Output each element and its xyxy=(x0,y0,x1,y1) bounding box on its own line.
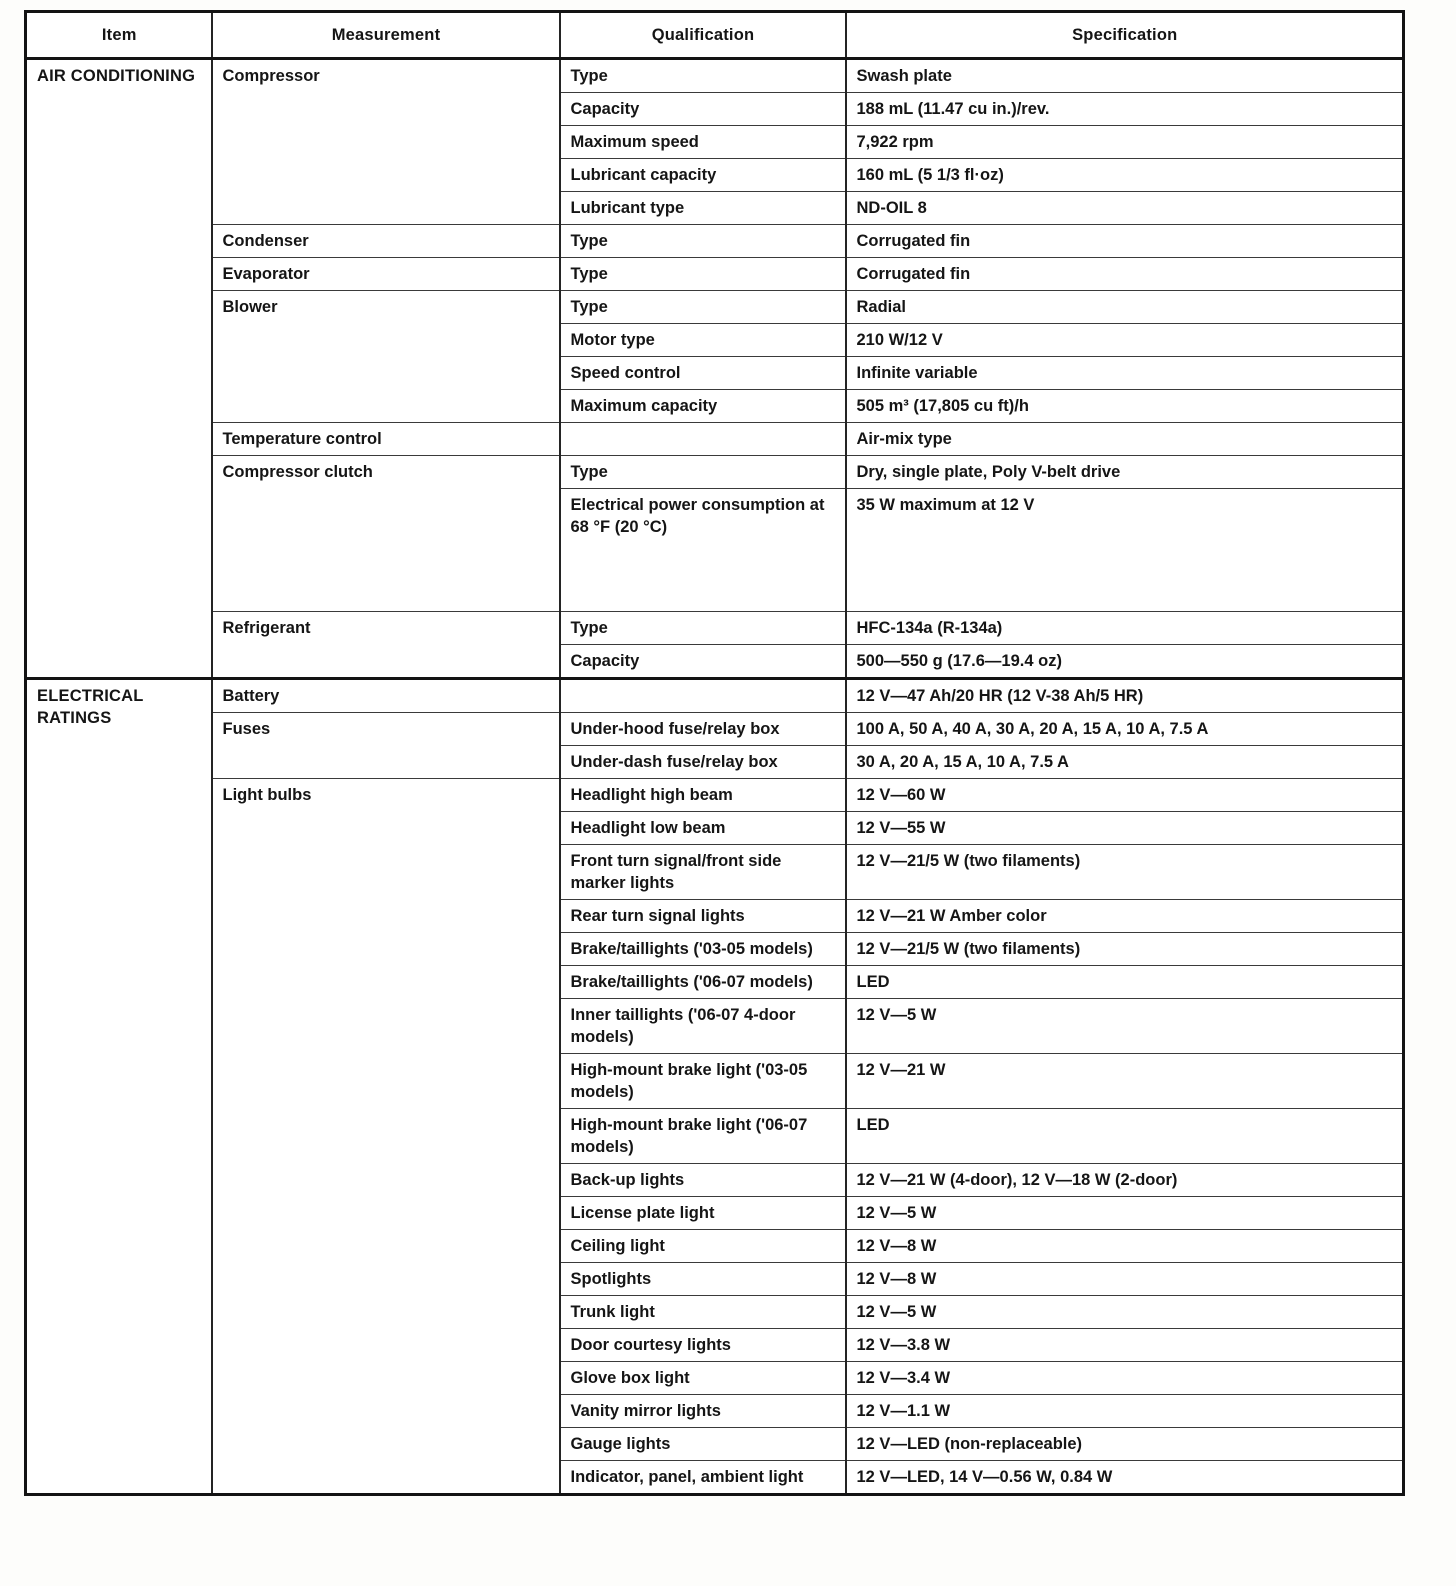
qualification-cell: Type xyxy=(560,612,846,645)
qualification-cell: Spotlights xyxy=(560,1263,846,1296)
qualification-cell: Type xyxy=(560,258,846,291)
specification-cell: Radial xyxy=(846,291,1404,324)
specification-cell: HFC-134a (R-134a) xyxy=(846,612,1404,645)
qualification-cell: Headlight low beam xyxy=(560,812,846,845)
table-row xyxy=(26,423,1404,456)
qualification-cell: Headlight high beam xyxy=(560,779,846,812)
specification-cell: Air-mix type xyxy=(846,423,1404,456)
specification-cell: 100 A, 50 A, 40 A, 30 A, 20 A, 15 A, 10 A, 7.5 A xyxy=(846,713,1404,746)
qualification-cell: Lubricant type xyxy=(560,192,846,225)
qualification-cell: Brake/taillights ('03-05 models) xyxy=(560,933,846,966)
specification-cell: 500—550 g (17.6—19.4 oz) xyxy=(846,645,1404,679)
measurement-cell: Compressor clutch xyxy=(212,456,560,612)
specification-cell: 505 m³ (17,805 cu ft)/h xyxy=(846,390,1404,423)
specification-cell: 12 V—21/5 W (two filaments) xyxy=(846,845,1404,900)
specification-cell: 35 W maximum at 12 V xyxy=(846,489,1404,612)
item-cell: AIR CONDITIONING xyxy=(26,59,212,679)
qualification-cell: Type xyxy=(560,291,846,324)
qualification-cell: Lubricant capacity xyxy=(560,159,846,192)
qualification-cell: Door courtesy lights xyxy=(560,1329,846,1362)
specification-cell: 12 V—55 W xyxy=(846,812,1404,845)
specification-cell: 12 V—5 W xyxy=(846,1296,1404,1329)
qualification-cell: Speed control xyxy=(560,357,846,390)
column-header-measurement: Measurement xyxy=(212,12,560,59)
table-row xyxy=(26,258,1404,291)
table-row xyxy=(26,779,1404,812)
specification-cell: 30 A, 20 A, 15 A, 10 A, 7.5 A xyxy=(846,746,1404,779)
specification-cell: 7,922 rpm xyxy=(846,126,1404,159)
column-header-item: Item xyxy=(26,12,212,59)
table-row xyxy=(26,612,1404,645)
specification-cell: 12 V—LED (non-replaceable) xyxy=(846,1428,1404,1461)
qualification-cell: Vanity mirror lights xyxy=(560,1395,846,1428)
specification-cell: 12 V—5 W xyxy=(846,999,1404,1054)
specification-cell: 12 V—21 W Amber color xyxy=(846,900,1404,933)
specification-cell: Corrugated fin xyxy=(846,258,1404,291)
qualification-cell: Back-up lights xyxy=(560,1164,846,1197)
qualification-cell: Type xyxy=(560,59,846,93)
spec-table-body xyxy=(26,59,1404,1495)
qualification-cell: License plate light xyxy=(560,1197,846,1230)
measurement-cell: Refrigerant xyxy=(212,612,560,679)
specification-cell: Corrugated fin xyxy=(846,225,1404,258)
item-cell: ELECTRICAL RATINGS xyxy=(26,679,212,1495)
qualification-cell: Type xyxy=(560,456,846,489)
specification-cell: LED xyxy=(846,966,1404,999)
specification-cell: 12 V—21 W (4-door), 12 V—18 W (2-door) xyxy=(846,1164,1404,1197)
qualification-cell: High-mount brake light ('03-05 models) xyxy=(560,1054,846,1109)
specification-cell: 12 V—21/5 W (two filaments) xyxy=(846,933,1404,966)
qualification-cell: Rear turn signal lights xyxy=(560,900,846,933)
table-row xyxy=(26,59,1404,93)
qualification-cell xyxy=(560,679,846,713)
specification-cell: 12 V—47 Ah/20 HR (12 V-38 Ah/5 HR) xyxy=(846,679,1404,713)
column-header-qualification: Qualification xyxy=(560,12,846,59)
qualification-cell: Trunk light xyxy=(560,1296,846,1329)
specification-cell: 210 W/12 V xyxy=(846,324,1404,357)
specification-cell: 12 V—21 W xyxy=(846,1054,1404,1109)
specification-cell: 12 V—60 W xyxy=(846,779,1404,812)
table-row xyxy=(26,291,1404,324)
qualification-cell: Glove box light xyxy=(560,1362,846,1395)
spec-table xyxy=(24,10,1405,1496)
specification-cell: 12 V—8 W xyxy=(846,1263,1404,1296)
qualification-cell: Under-hood fuse/relay box xyxy=(560,713,846,746)
specification-cell: 12 V—3.4 W xyxy=(846,1362,1404,1395)
specification-cell: Dry, single plate, Poly V-belt drive xyxy=(846,456,1404,489)
qualification-cell: High-mount brake light ('06-07 models) xyxy=(560,1109,846,1164)
specification-cell: Infinite variable xyxy=(846,357,1404,390)
qualification-cell: Ceiling light xyxy=(560,1230,846,1263)
table-row xyxy=(26,713,1404,746)
qualification-cell: Capacity xyxy=(560,645,846,679)
specification-cell: 188 mL (11.47 cu in.)/rev. xyxy=(846,93,1404,126)
measurement-cell: Blower xyxy=(212,291,560,423)
specification-cell: Swash plate xyxy=(846,59,1404,93)
qualification-cell: Under-dash fuse/relay box xyxy=(560,746,846,779)
qualification-cell: Brake/taillights ('06-07 models) xyxy=(560,966,846,999)
table-row xyxy=(26,456,1404,489)
qualification-cell: Capacity xyxy=(560,93,846,126)
qualification-cell xyxy=(560,423,846,456)
specification-cell: 12 V—8 W xyxy=(846,1230,1404,1263)
measurement-cell: Condenser xyxy=(212,225,560,258)
measurement-cell: Light bulbs xyxy=(212,779,560,1495)
qualification-cell: Front turn signal/front side marker lights xyxy=(560,845,846,900)
qualification-cell: Indicator, panel, ambient light xyxy=(560,1461,846,1495)
header-row xyxy=(26,12,1404,59)
specification-cell: 12 V—1.1 W xyxy=(846,1395,1404,1428)
spec-table-header xyxy=(26,12,1404,59)
qualification-cell: Motor type xyxy=(560,324,846,357)
specification-cell: 12 V—3.8 W xyxy=(846,1329,1404,1362)
qualification-cell: Maximum speed xyxy=(560,126,846,159)
table-row xyxy=(26,225,1404,258)
qualification-cell: Maximum capacity xyxy=(560,390,846,423)
column-header-specification: Specification xyxy=(846,12,1404,59)
measurement-cell: Evaporator xyxy=(212,258,560,291)
measurement-cell: Fuses xyxy=(212,713,560,779)
measurement-cell: Temperature control xyxy=(212,423,560,456)
specification-cell: 12 V—LED, 14 V—0.56 W, 0.84 W xyxy=(846,1461,1404,1495)
measurement-cell: Compressor xyxy=(212,59,560,225)
specification-cell: LED xyxy=(846,1109,1404,1164)
qualification-cell: Electrical power consumption at 68 °F (20 °C) xyxy=(560,489,846,612)
table-row xyxy=(26,679,1404,713)
qualification-cell: Type xyxy=(560,225,846,258)
measurement-cell: Battery xyxy=(212,679,560,713)
specification-cell: 12 V—5 W xyxy=(846,1197,1404,1230)
specification-cell: ND-OIL 8 xyxy=(846,192,1404,225)
qualification-cell: Inner taillights ('06-07 4-door models) xyxy=(560,999,846,1054)
qualification-cell: Gauge lights xyxy=(560,1428,846,1461)
specification-cell: 160 mL (5 1/3 fl·oz) xyxy=(846,159,1404,192)
